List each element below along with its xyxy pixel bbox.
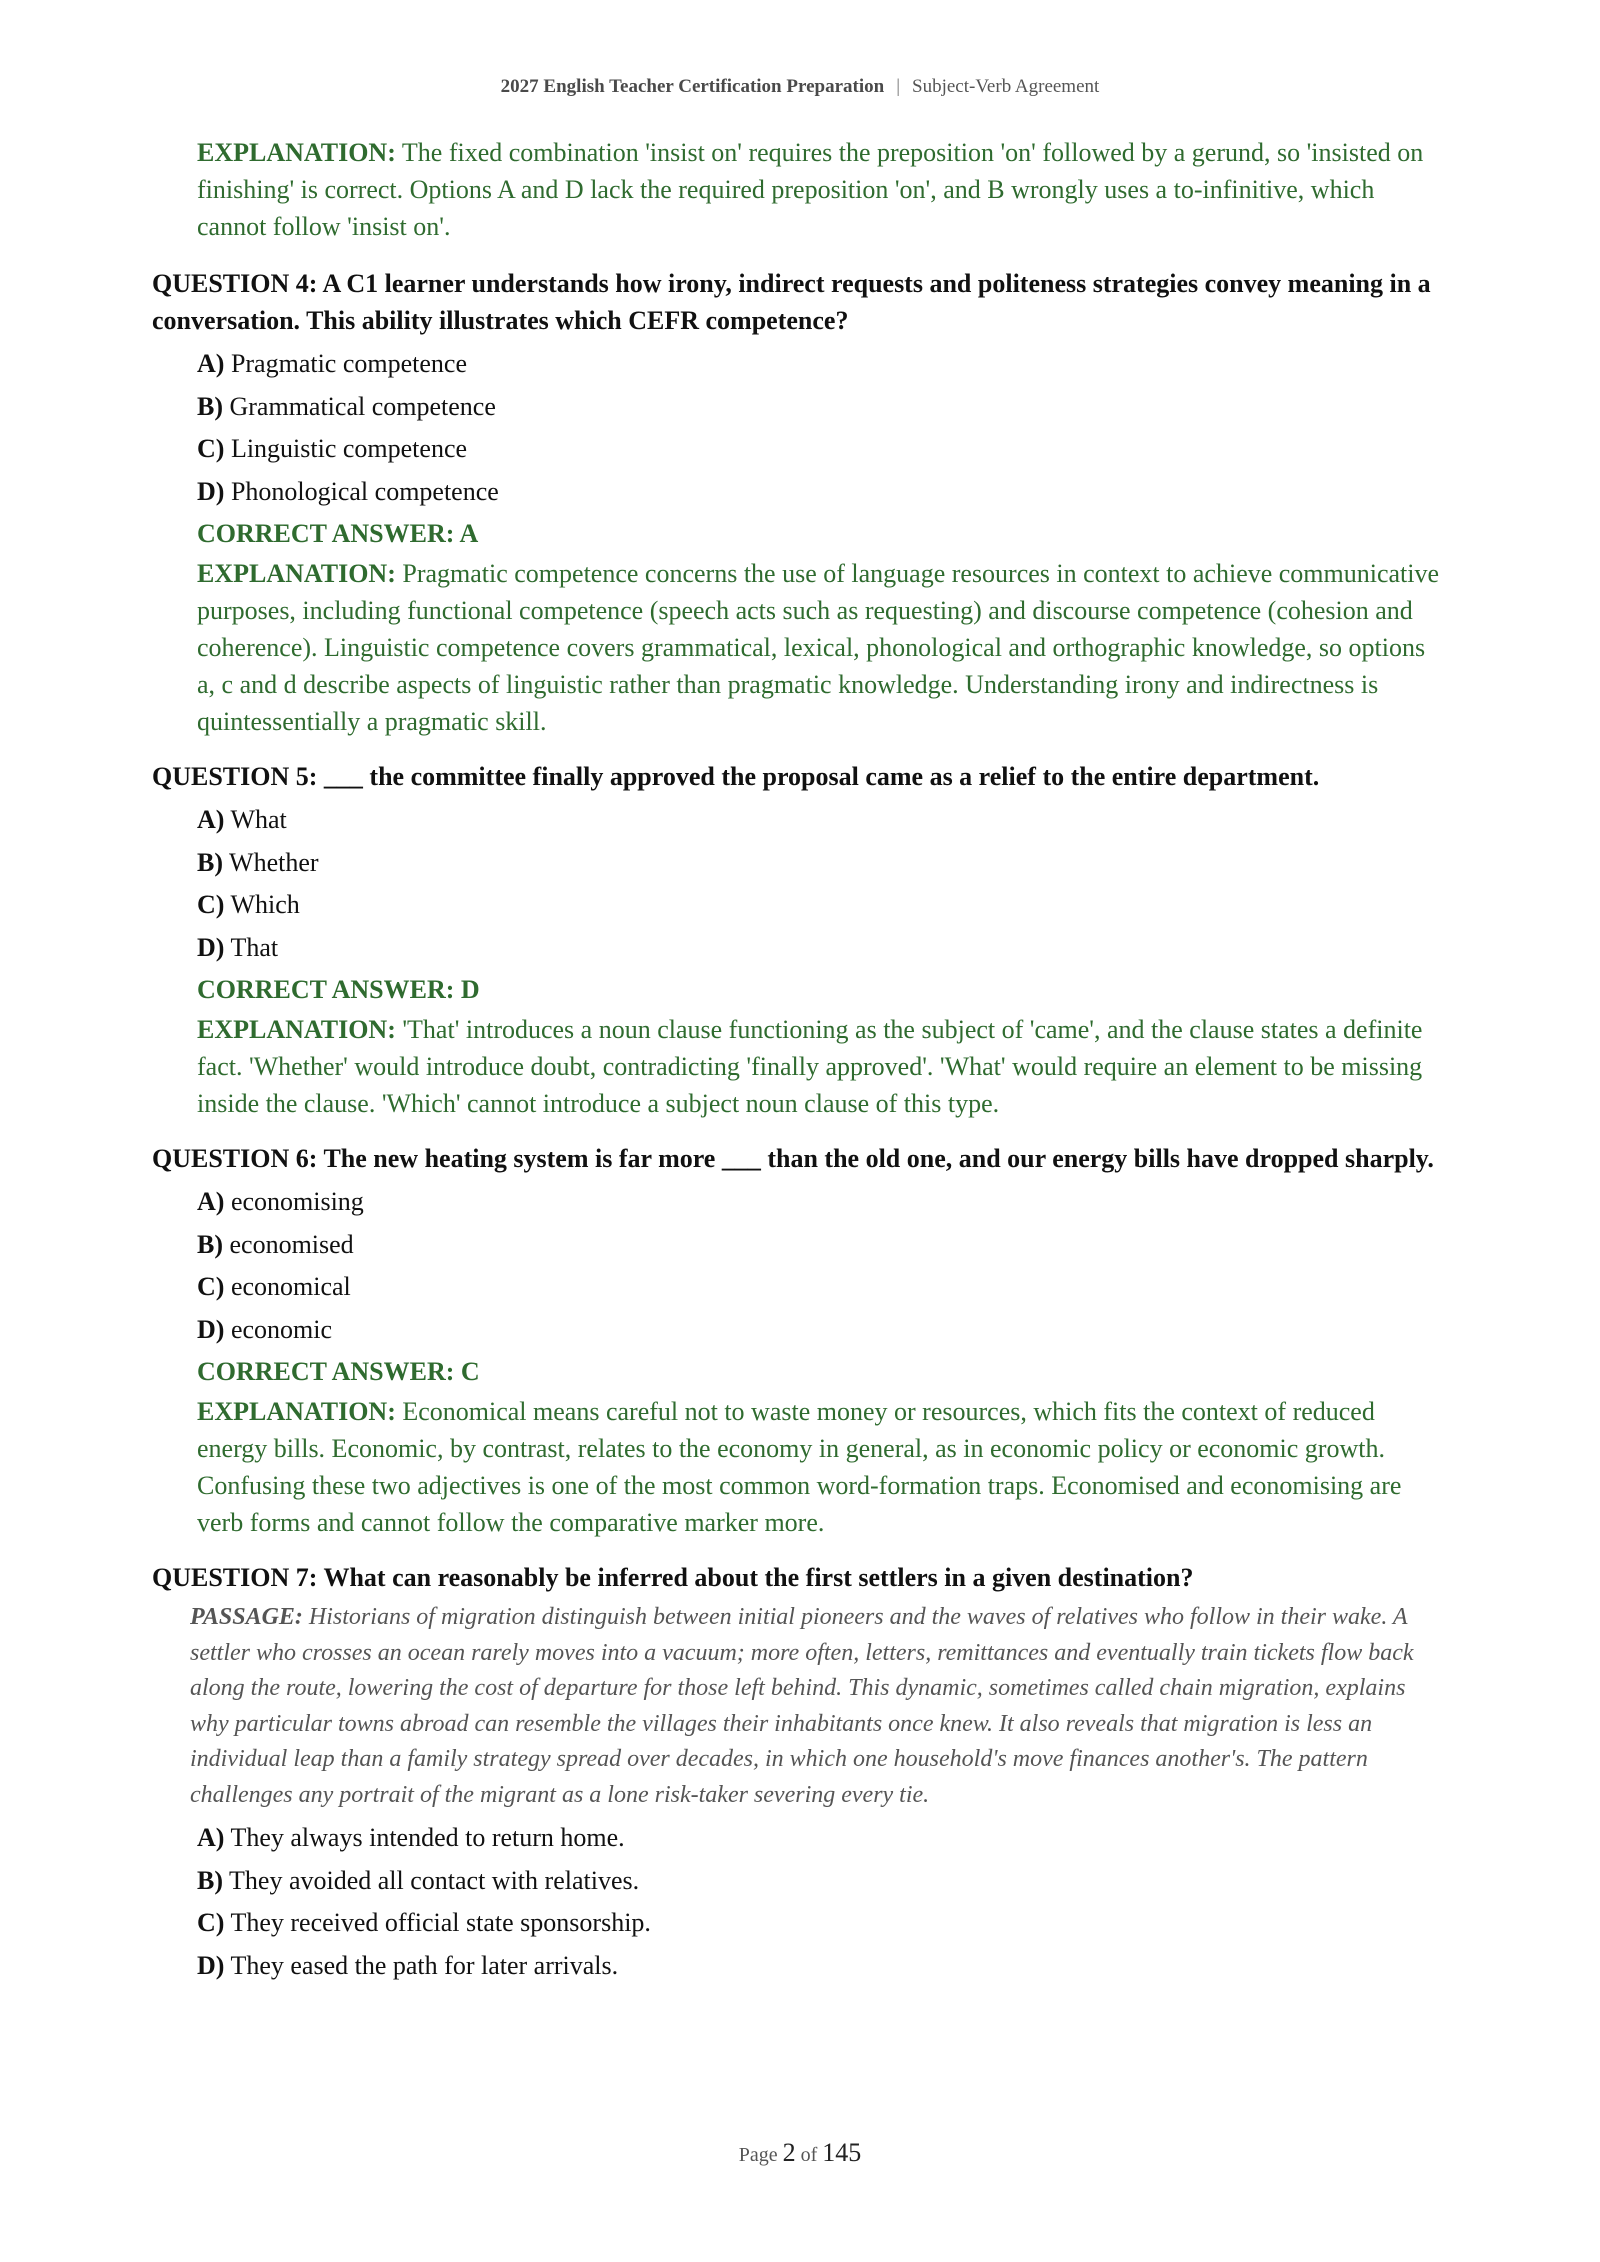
option-text: They avoided all contact with relatives. [229,1865,640,1895]
of-word: of [800,2144,818,2166]
option-c [197,1266,1442,1309]
question-label: QUESTION 6: [152,1144,318,1173]
question-text: The new heating system is far more ___ than the old one, and our energy bills have dropped sharply. [323,1144,1434,1173]
option-text: Linguistic competence [230,434,468,463]
explanation-label: EXPLANATION: [197,138,396,167]
option-b [197,1860,1442,1903]
option-c [197,428,1442,471]
question-label: QUESTION 4: [152,269,318,298]
explanation-q5 [197,1011,1442,1122]
total-pages: 145 [822,2138,862,2167]
option-letter: C) [197,434,225,463]
question-text: ___ the committee finally approved the proposal came as a relief to the entire department. [323,762,1320,791]
option-text: economic [230,1314,333,1344]
option-a [197,343,1442,386]
option-text: economical [230,1272,351,1301]
question-label: QUESTION 5: [152,762,318,791]
option-letter: C) [197,1272,225,1301]
explanation-label: EXPLANATION: [197,559,396,588]
option-c [197,884,1442,927]
option-c [197,1902,1442,1945]
question-text: A C1 learner understands how irony, indirect requests and politeness strategies convey meaning in a conversation. This ability illustrates which CEFR competence? [152,269,1431,335]
option-d [197,471,1442,514]
question-6-stem [152,1140,1442,1177]
option-text: They eased the path for later arrivals. [230,1950,619,1980]
explanation-text: 'That' introduces a noun clause functioning as the subject of 'came', and the clause states a definite fact. 'Whether' would introduce doubt, contradicting 'finally approved'. 'What' would require an element to be missing inside the clause. 'Which' cannot introduce a subject noun clause of this type. [197,1015,1423,1118]
option-letter: A) [197,349,225,378]
explanation-q6 [197,1393,1442,1541]
explanation-text: Economical means careful not to waste money or resources, which fits the context of reduced energy bills. Economic, by contrast, relates to the economy in general, as in economic policy or economic growth. Confusing these two adjectives is one of the most common word-formation traps. Economised and economising are verb forms and cannot follow the comparative marker more. [197,1397,1402,1537]
explanation-text: Pragmatic competence concerns the use of language resources in context to achieve communicative purposes, including functional competence (speech acts such as requesting) and discourse competence (cohesion and coherence). Linguistic competence covers grammatical, lexical, phonological and orthographic knowledge, so options a, c and d describe aspects of linguistic rather than pragmatic knowledge. Understanding irony and indirectness is quintessentially a pragmatic skill. [197,559,1440,736]
question-label: QUESTION 7: [152,1563,318,1592]
option-d [197,927,1442,970]
question-7-options [197,1817,1442,1987]
option-text: economised [229,1229,354,1259]
correct-answer-q5: CORRECT ANSWER: D [197,975,480,1004]
question-4-stem [152,265,1442,339]
explanation-q3 [197,134,1442,245]
page-word: Page [738,2144,778,2166]
option-letter: A) [197,805,225,834]
page-content [152,134,1442,1987]
question-5-options [197,799,1442,969]
option-text: Grammatical competence [229,391,496,421]
option-d [197,1945,1442,1988]
option-a [197,799,1442,842]
correct-answer-q4: CORRECT ANSWER: A [197,519,479,548]
option-text: They always intended to return home. [230,1823,625,1852]
option-b [197,1224,1442,1267]
explanation-text: The fixed combination 'insist on' requires the preposition 'on' followed by a gerund, so 'insisted on finishing' is correct. Options A and D lack the required preposition 'on', and B wrongly uses a to-infinitive, which cannot follow 'insist on'. [197,138,1424,241]
question-text: What can reasonably be inferred about the first settlers in a given destination? [323,1563,1194,1592]
option-letter: D) [197,932,225,962]
option-text: Whether [229,847,319,877]
passage-text: Historians of migration distinguish between initial pioneers and the waves of relatives who follow in their wake. A settler who crosses an ocean rarely moves into a vacuum; more often, letters, remittances and eventually train tickets flow back along the route, lowering the cost of departure for those left behind. This dynamic, sometimes called chain migration, explains why particular towns abroad can resemble the villages their inhabitants once knew. It also reveals that migration is less an individual leap than a family strategy spread over decades, in which one household's move finances another's. The pattern challenges any portrait of the migrant as a lone risk-taker severing every tie. [190,1604,1414,1808]
option-letter: A) [197,1823,225,1852]
running-header [0,76,1600,98]
option-text: That [230,932,279,962]
option-text: Phonological competence [230,476,499,506]
option-letter: C) [197,890,225,919]
passage-label: PASSAGE: [190,1604,303,1630]
header-subtitle: Subject-Verb Agreement [912,76,1100,97]
option-letter: A) [197,1187,225,1216]
page-footer [0,2138,1600,2168]
option-a [197,1817,1442,1860]
option-text: economising [230,1187,364,1216]
header-separator: | [896,76,900,97]
header-title: 2027 English Teacher Certification Preparation [500,76,885,97]
correct-answer-q6: CORRECT ANSWER: C [197,1357,480,1386]
option-letter: B) [197,1865,223,1895]
option-letter: D) [197,1950,225,1980]
explanation-label: EXPLANATION: [197,1397,396,1426]
option-letter: B) [197,391,223,421]
page-number: 2 [782,2138,796,2167]
option-letter: D) [197,1314,225,1344]
option-letter: D) [197,476,225,506]
option-text: Pragmatic competence [230,349,467,378]
option-b [197,842,1442,885]
option-text: Which [230,890,300,919]
reading-passage [190,1600,1442,1813]
question-7-stem [152,1559,1442,1596]
option-letter: B) [197,847,223,877]
option-text: They received official state sponsorship. [230,1908,651,1937]
question-4-options [197,343,1442,513]
option-a [197,1181,1442,1224]
question-5-stem [152,758,1442,795]
option-b [197,386,1442,429]
option-text: What [230,805,287,834]
option-d [197,1309,1442,1352]
explanation-q4 [197,555,1442,740]
option-letter: C) [197,1908,225,1937]
question-6-options [197,1181,1442,1351]
option-letter: B) [197,1229,223,1259]
explanation-label: EXPLANATION: [197,1015,396,1044]
